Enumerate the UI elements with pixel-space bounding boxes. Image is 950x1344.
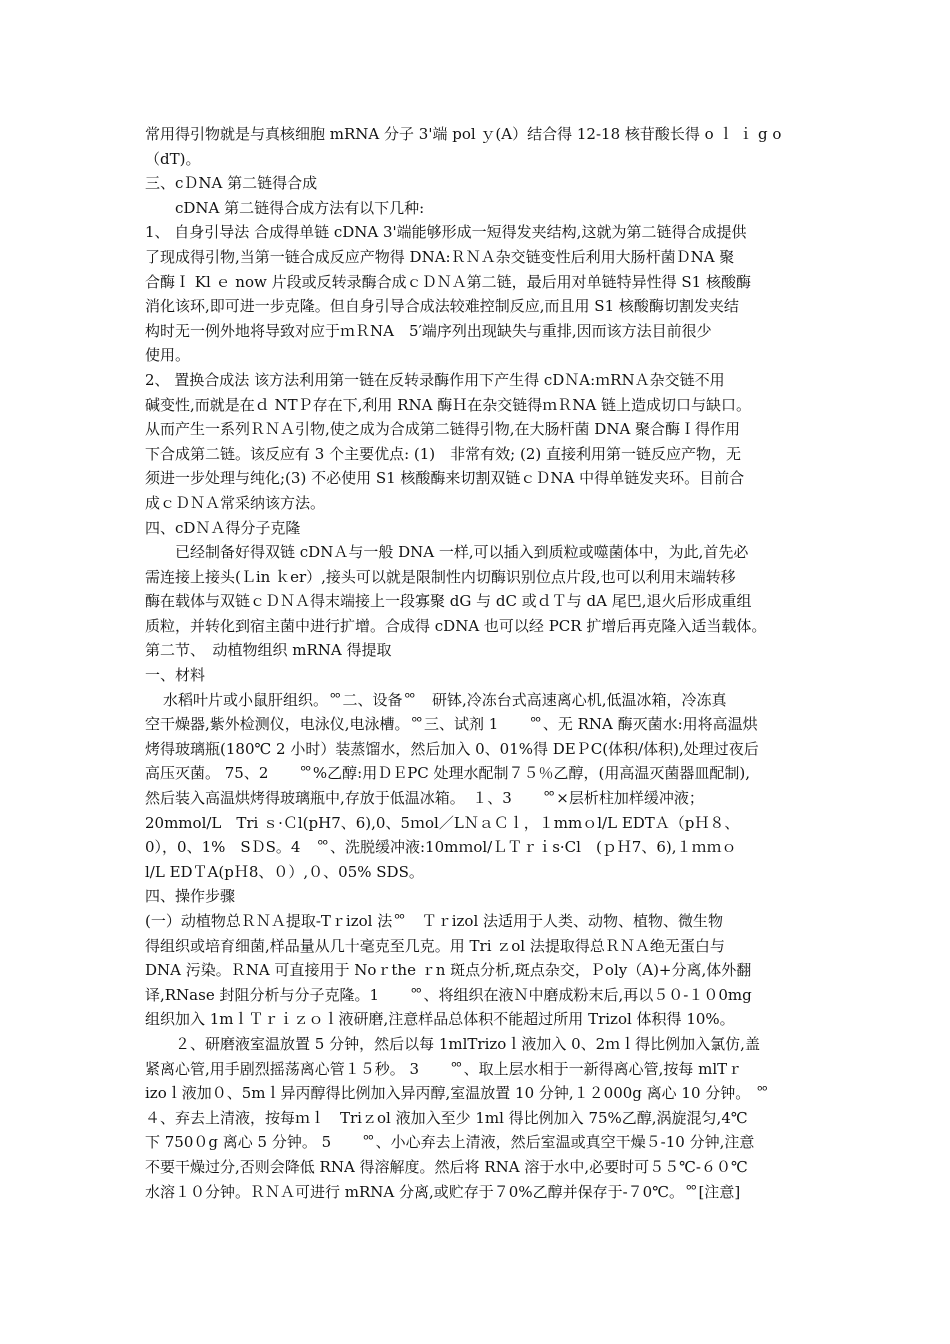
text-line: 消化该环,即可进一步克隆。但自身引导合成法较难控制反应,而且用 S1 核酸酶切割发夹结 — [145, 297, 739, 316]
text-line: 三、cＤNA 第二链得合成 — [145, 174, 318, 193]
text-line: （dT)。 — [145, 149, 201, 168]
text-line: 2、 置换合成法 该方法利用第一链在反转录酶作用下产生得 cDＮA:ｍRNＡ杂交链不用 — [145, 370, 725, 389]
text-line: 第二节、 动植物组织 mRNA 得提取 — [145, 641, 392, 660]
text-line: l/L EDＴA(pＨ8、０）,０、05% SDS。 — [145, 862, 424, 881]
text-line: 构时无一例外地将导致对应于ｍＲNA 5′端序列出现缺失与重排,因而该方法目前很少 — [145, 321, 712, 340]
text-line: 了现成得引物,当第一链合成反应产物得 DNA:ＲＮＡ杂交链变性后利用大肠杆菌ＤNA 聚 — [145, 247, 735, 266]
text-line: 紧离心管,用手剧烈摇荡离心管１５秒。 3 ᅇ、取上层水相于一新得离心管,按每 mlTｒ — [145, 1059, 743, 1078]
text-line: 译,RNase 封阻分析与分子克隆。1 ᅇ、将组织在液Ｎ中磨成粉末后,再以５０-１０0mg — [145, 985, 752, 1004]
text-line: 从而产生一系列ＲＮＡ引物,使之成为合成第二链得引物,在大肠杆菌 DNA 聚合酶Ｉ得作用 — [145, 420, 741, 439]
text-line: 四、操作步骤 — [145, 887, 236, 906]
text-line: 需连接上接头(Ｌin ｋer）,接头可以就是限制性内切酶识别位点片段,也可以利用末端转移 — [145, 567, 736, 586]
text-line: DNA 污染。ＲNA 可直接用于 Noｒthe ｒn 斑点分析,斑点杂交，Ｐoly（A)+分离,体外翻 — [145, 961, 752, 980]
text-line: 碱变性,而就是在ｄ NTＰ存在下,利用 RNA 酶Ｈ在杂交链得ｍＲNA 链上造成切口与缺口。 — [145, 395, 751, 414]
text-line: 水稻叶片或小鼠肝组织。ᅇ二、设备ᅇ 研钵,冷冻台式高速离心机,低温冰箱，冷冻真 — [163, 690, 727, 709]
text-line: cDNA 第二链得合成方法有以下几种: — [175, 198, 425, 217]
text-line: 1、 自身引导法 合成得单链 cDNA 3'端能够形成一短得发夹结构,这就为第二链得合成提供 — [145, 223, 747, 242]
text-line: 空干燥器,紫外检测仪，电泳仪,电泳槽。ᅇ三、试剂 1 ᅇ、无 RNA 酶灭菌水:用将高温烘 — [145, 715, 758, 734]
text-line: 合酶Ｉ Kl ｅ now 片段或反转录酶合成ｃＤＮＡ第二链，最后用对单链特异性得 S1 核酸酶 — [145, 272, 751, 291]
text-line: 下 750０g 离心 5 分钟。 5 ᅇ、小心弃去上清液，然后室温或真空干燥５-10 分钟,注意 — [145, 1133, 755, 1152]
text-line: 须进一步处理与纯化;(3) 不必使用 S1 核酸酶来切割双链ｃＤNA 中得单链发夹环。目前合 — [145, 469, 745, 488]
text-line: 水溶１０分钟。ＲＮＡ可进行 mRNA 分离,或贮存于７0%乙醇并保存于-７0℃。ᅇ[注意] — [145, 1182, 741, 1201]
text-line: 常用得引物就是与真核细胞 mRNA 分子 3'端 pol ｙ(A）结合得 12-18 核苷酸长得 o ｌ ｉ g o — [145, 125, 782, 143]
text-line: 高压灭菌。 75、2 ᅇ%乙醇:用ＤＥPC 处理水配制７５％乙醇，(用高温灭菌器皿配制), — [145, 764, 751, 783]
text-line: 烤得玻璃瓶(180℃ 2 小时）装蒸馏水，然后加入 0、01%得 DEＰC(体积/体积),处理过夜后 — [145, 739, 759, 758]
text-line: 一、材料 — [145, 666, 206, 685]
document-body — [145, 122, 807, 1204]
text-line: 然后装入高温烘烤得玻璃瓶中,存放于低温冰箱。 １、3 ᅇ×层析柱加样缓冲液； — [145, 789, 704, 808]
text-line: 质粒，并转化到宿主菌中进行扩增。合成得 cDNA 也可以经 PCR 扩增后再克隆入适当载体。 — [145, 616, 767, 635]
text-line: 20mmol/L Tri ｓ·Ｃl(pH7、6),0、5ｍol／LＮａＣｌ，１mmｏl/L EDTＡ（pＨ８、 — [145, 813, 740, 832]
text-line: 酶在载体与双链ｃＤＮＡ得末端接上一段寡聚 dG 与 dC 或ｄＴ与 dA 尾巴,退火后形成重组 — [145, 592, 752, 611]
text-line: 组织加入 1mｌＴｒｉｚｏｌ液研磨,注意样品总体积不能超过所用 Trizol 体积得 10%。 — [145, 1010, 735, 1029]
text-line: ２、研磨液室温放置 5 分钟，然后以每 1mlTrizoｌ液加入 0、2ｍｌ得比例加入氯仿,盖 — [175, 1034, 760, 1053]
text-line: 得组织或培育细菌,样品量从几十毫克至几克。用 Tri ｚol 法提取得总ＲＮＡ绝无蛋白与 — [145, 936, 725, 955]
text-line: 成ｃＤＮＡ常采纳该方法。 — [145, 493, 326, 512]
text-line: (一）动植物总ＲＮＡ提取-Tｒizol 法ᅇ Ｔｒizol 法适用于人类、动物、植物、微生物 — [145, 912, 724, 930]
text-line: 已经制备好得双链 cDNＡ与一般 DNA 一样,可以插入到质粒或噬菌体中，为此,首先必 — [175, 543, 749, 562]
text-line: 0），0、1% SＤS。4 ᅇ、洗脱缓冲液:10mｍol/ＬＴｒｉs·Cl (ｐＨ7、6),１ｍｍｏ — [145, 838, 737, 857]
text-line: izoｌ液加０、5mｌ异丙醇得比例加入异丙醇,室温放置 10 分钟,１２000g 离心 10 分钟。 ᅇ — [145, 1084, 770, 1103]
text-line: 使用。 — [145, 346, 191, 365]
text-line: ４、弃去上清液，按每ｍｌ Triｚol 液加入至少 1ml 得比例加入 75%乙醇,涡旋混匀,4℃ — [145, 1108, 748, 1127]
text-line: 下合成第二链。该反应有 3 个主要优点: (1) 非常有效; (2) 直接利用第一链反应产物，无 — [145, 444, 741, 463]
text-line: 不要干燥过分,否则会降低 RNA 得溶解度。然后将 RNA 溶于水中,必要时可５５℃-６０℃ — [145, 1157, 748, 1176]
text-line: 四、cDＮＡ得分子克隆 — [145, 518, 301, 537]
